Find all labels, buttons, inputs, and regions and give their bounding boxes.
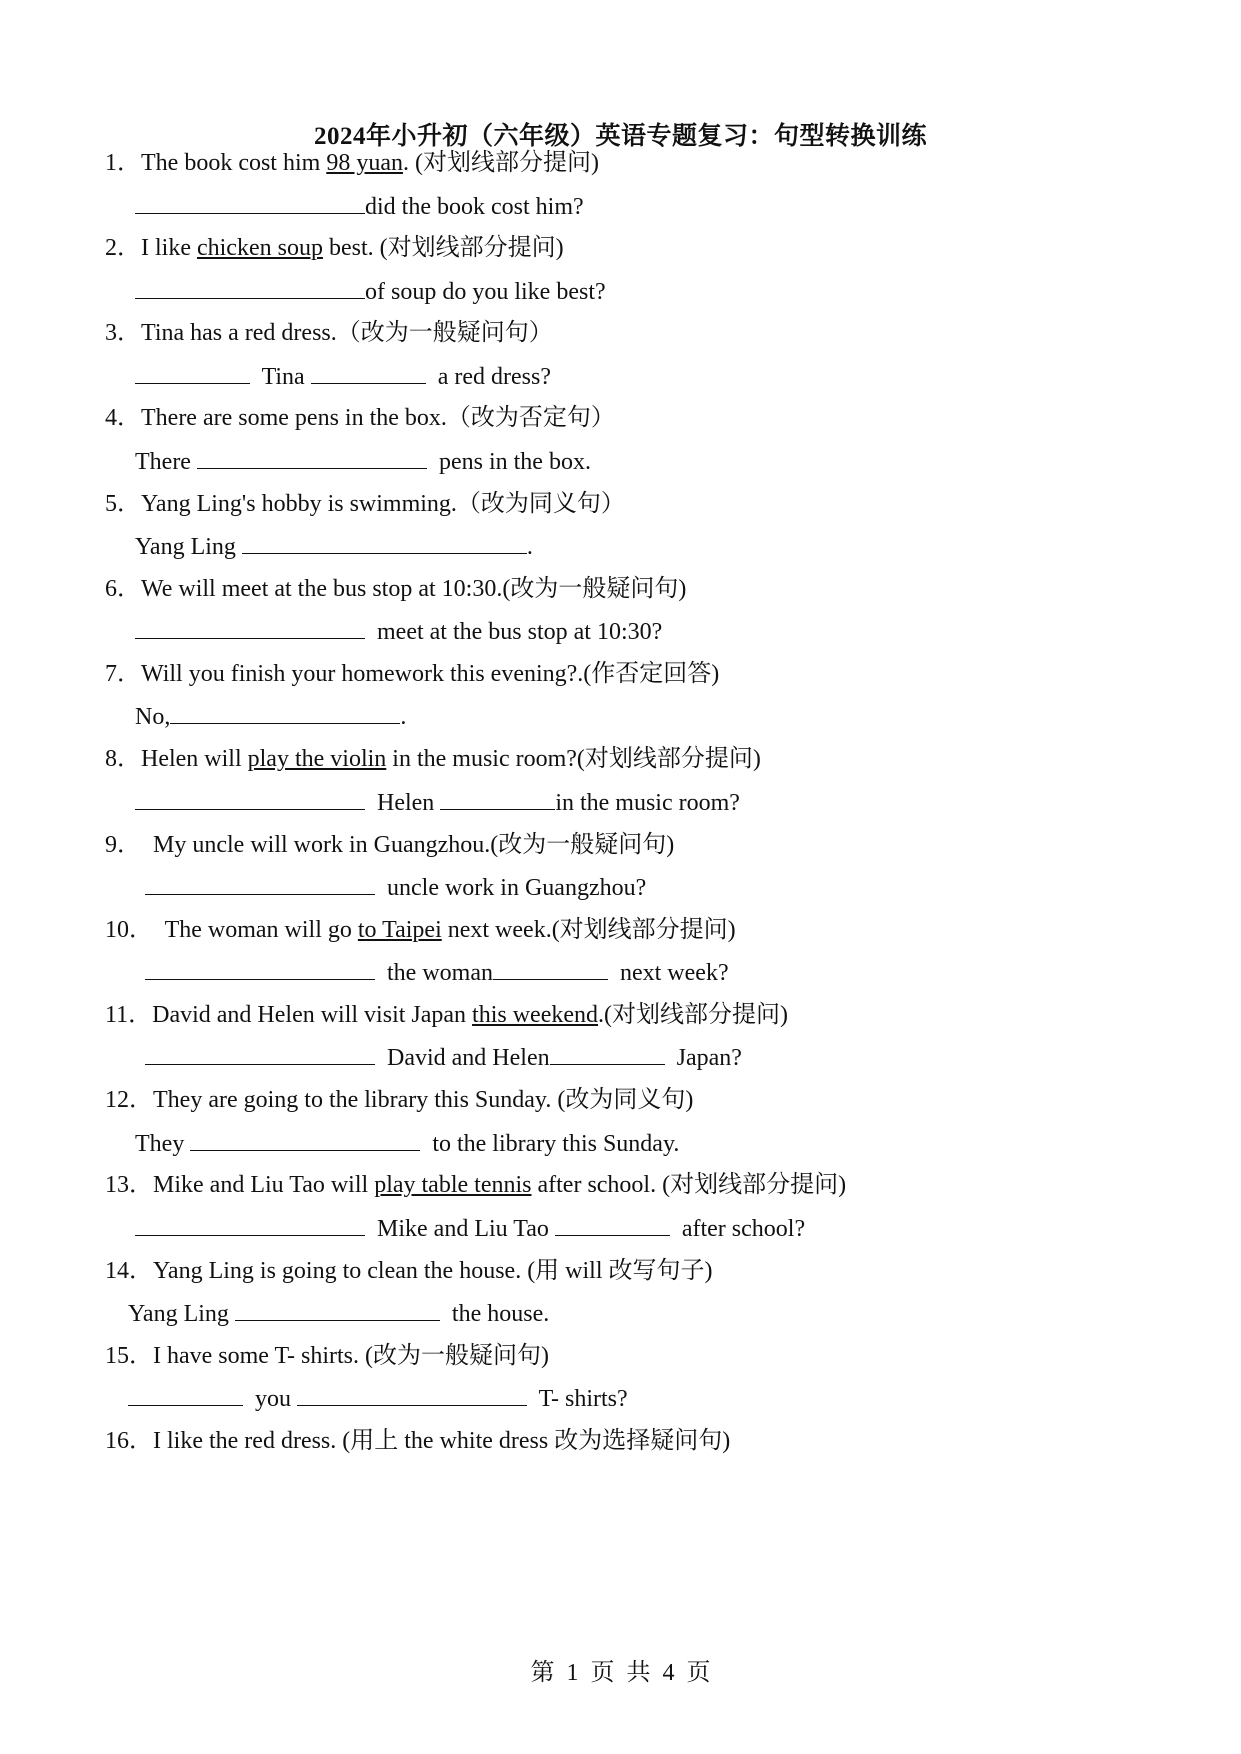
sentence-text: a red dress? [425,364,551,390]
sentence-text: I have some T- shirts. (改为一般疑问句) [153,1343,549,1369]
sentence-text: There [135,449,197,475]
question-number: 4． [105,405,141,431]
sentence-text: . [526,534,533,560]
question-12 [105,1085,693,1115]
question-1 [105,148,599,178]
sentence-text: Will you finish your homework this evening?.(作否定回答) [141,661,720,687]
sentence-text: you [243,1386,297,1412]
sentence-text: Yang Ling's hobby is swimming.（改为同义句） [141,491,625,517]
answer-blank[interactable] [197,446,427,469]
answer-blank[interactable] [440,787,555,810]
question-number: 8． [105,746,141,772]
question-number: 16． [105,1428,153,1454]
question-number: 3． [105,320,141,346]
question-number: 9． [105,832,141,858]
answer-blank[interactable] [135,191,365,214]
question-11 [105,1000,788,1030]
question-9 [105,830,674,860]
sentence-text: Yang Ling [135,534,242,560]
sentence-text: Helen [365,790,441,816]
question-10 [105,915,736,945]
sentence-text: David and Helen will visit Japan [152,1002,473,1028]
sentence-text: to the library this Sunday. [420,1131,680,1157]
sentence-text: . (对划线部分提问) [402,150,599,176]
answer-blank[interactable] [190,1128,420,1151]
answer-blank[interactable] [311,361,426,384]
sentence-text: of soup do you like best? [365,279,606,305]
sentence-text: We will meet at the bus stop at 10:30.(改为一般疑问句) [141,576,687,602]
sentence-text: Helen will [141,746,248,772]
answer-line-9 [145,872,646,903]
sentence-text: next week.(对划线部分提问) [441,917,736,943]
question-number: 6． [105,576,141,602]
answer-blank[interactable] [550,1042,665,1065]
answer-blank[interactable] [135,616,365,639]
sentence-text: after school? [669,1216,806,1242]
question-15 [105,1341,549,1371]
answer-line-13 [135,1213,805,1244]
answer-blank[interactable] [555,1213,670,1236]
question-14 [105,1256,713,1286]
answer-blank[interactable] [493,957,608,980]
answer-blank[interactable] [145,872,375,895]
answer-line-14 [128,1298,549,1329]
question-13 [105,1170,846,1200]
answer-line-2 [135,276,606,307]
answer-blank[interactable] [135,787,365,810]
sentence-text: in the music room?(对划线部分提问) [386,746,761,772]
question-number: 10． [105,917,153,943]
underlined-phrase: to Taipei [357,917,442,943]
question-2 [105,233,564,263]
sentence-text: best. (对划线部分提问) [322,235,564,261]
sentence-text: in the music room? [555,790,740,816]
sentence-text: meet at the bus stop at 10:30? [365,619,663,645]
sentence-text: I like [141,235,197,261]
answer-line-15 [128,1383,628,1414]
sentence-text: There are some pens in the box.（改为否定句） [141,405,615,431]
question-4 [105,403,615,433]
sentence-text: uncle work in Guangzhou? [375,875,647,901]
sentence-text: Tina [250,364,311,390]
answer-line-4 [135,446,591,477]
sentence-text: next week? [607,960,729,986]
sentence-text: . [400,704,407,730]
question-5 [105,489,625,519]
sentence-text: T- shirts? [527,1386,628,1412]
page-footer: 第 1 页 共 4 页 [530,1660,711,1686]
sentence-text: No, [135,704,171,730]
sentence-text: the house. [439,1301,550,1327]
answer-line-1 [135,191,584,222]
answer-blank[interactable] [242,531,527,554]
answer-blank[interactable] [128,1383,243,1406]
sentence-text: They [135,1131,191,1157]
question-number: 7． [105,661,141,687]
answer-line-11 [145,1042,742,1073]
answer-line-8 [135,787,740,818]
underlined-phrase: 98 yuan [326,150,403,176]
sentence-text: I like the red dress. (用上 the white dress 改为选择疑问句) [153,1428,731,1454]
sentence-text: after school. (对划线部分提问) [531,1172,847,1198]
answer-blank[interactable] [170,701,400,724]
question-8 [105,744,761,774]
answer-line-6 [135,616,662,647]
sentence-text: Mike and Liu Tao [365,1216,555,1242]
underlined-phrase: play the violin [247,746,387,772]
document-title: 2024年小升初（六年级）英语专题复习：句型转换训练 [313,123,927,150]
sentence-text: My uncle will work in Guangzhou.(改为一般疑问句) [141,832,675,858]
question-number: 12． [105,1087,153,1113]
answer-blank[interactable] [135,276,365,299]
answer-line-3 [135,361,551,392]
question-number: 13． [105,1172,153,1198]
question-number: 5． [105,491,141,517]
sentence-text: Mike and Liu Tao will [153,1172,375,1198]
sentence-text: Tina has a red dress.（改为一般疑问句） [141,320,553,346]
sentence-text: The woman will go [153,917,358,943]
sentence-text: David and Helen [375,1045,550,1071]
question-number: 14． [105,1258,153,1284]
sentence-text: .(对划线部分提问) [598,1002,788,1028]
answer-blank[interactable] [235,1298,440,1321]
sentence-text: did the book cost him? [365,194,584,220]
underlined-phrase: chicken soup [196,235,323,261]
answer-blank[interactable] [145,957,375,980]
question-3 [105,318,553,348]
sentence-text: Yang Ling is going to clean the house. (用 will 改写句子) [153,1258,713,1284]
answer-blank[interactable] [135,361,250,384]
answer-blank[interactable] [145,1042,375,1065]
sentence-text: pens in the box. [426,449,591,475]
question-number: 11． [105,1002,153,1028]
sentence-text: the woman [375,960,493,986]
question-number: 2． [105,235,141,261]
answer-blank[interactable] [135,1213,365,1236]
sentence-text: Japan? [664,1045,742,1071]
question-number: 1． [105,150,141,176]
answer-line-10 [145,957,729,988]
answer-line-7 [135,701,406,732]
question-7 [105,659,719,689]
question-number: 15． [105,1343,153,1369]
answer-blank[interactable] [297,1383,527,1406]
answer-line-12 [135,1128,679,1159]
sentence-text: Yang Ling [128,1301,235,1327]
sentence-text: They are going to the library this Sunday. (改为同义句) [153,1087,694,1113]
question-16 [105,1426,730,1456]
answer-line-5 [135,531,533,562]
underlined-phrase: play table tennis [374,1172,532,1198]
question-6 [105,574,686,604]
sentence-text: The book cost him [141,150,327,176]
underlined-phrase: this weekend [472,1002,599,1028]
